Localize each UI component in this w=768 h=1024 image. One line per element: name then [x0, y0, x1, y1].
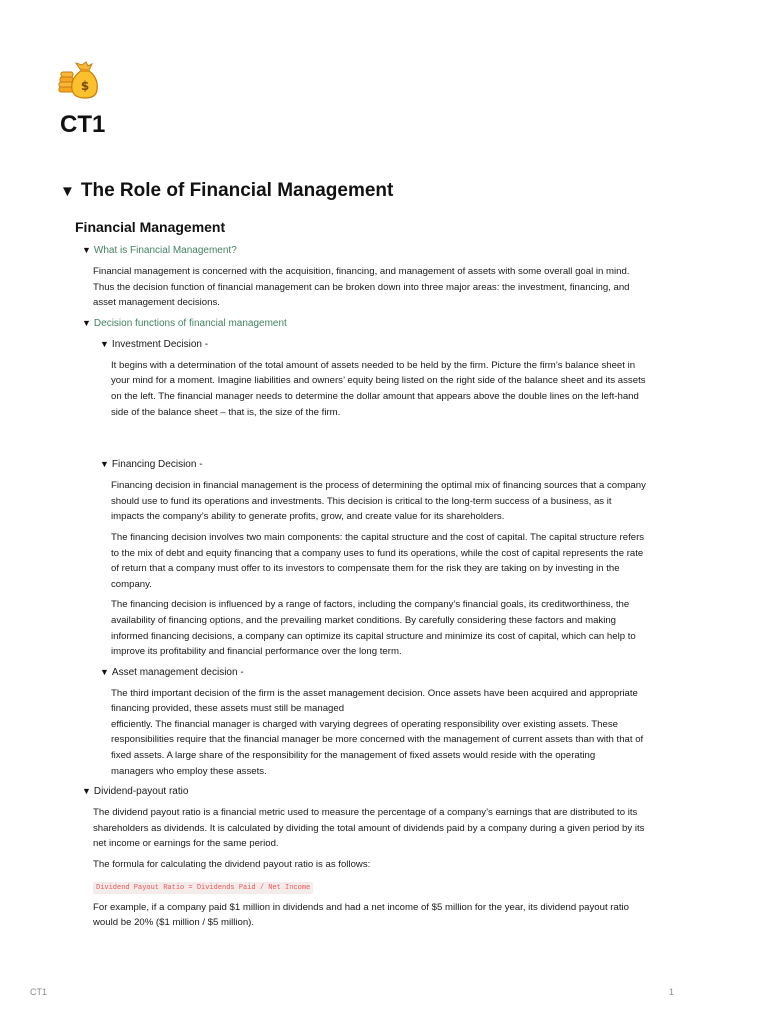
section-toggle-role-of-financial-management[interactable] — [60, 176, 660, 207]
paragraph: The dividend payout ratio is a financial metric used to measure the percentage of a company’s earnings that are distributed to its shareholders as dividends. It is calculated by dividing the total amount of dividends paid by a company during a given period by its net income or earnings for the same period. — [93, 807, 645, 850]
paragraph: efficiently. The financial manager is charged with varying degrees of operating responsibility over existing assets. These responsibilities require that the financial manager be more concerned with the management of current assets than with that of fixed assets. A large share of the responsibility for the management of fixed assets would reside with the operating — [111, 718, 644, 762]
toggle-what-is-financial-management[interactable] — [82, 243, 660, 258]
toggle-label: Investment Decision - — [111, 338, 209, 350]
toggle-label: Asset management decision - — [111, 666, 244, 678]
paragraph: For example, if a company paid $1 million in dividends and had a net income of $5 million for the year, its dividend payout ratio would be 20% ($1 million / $5 million). — [93, 901, 629, 929]
toggle-financing-decision[interactable] — [100, 457, 660, 472]
money-bag-icon — [58, 60, 100, 100]
paragraph: The financing decision involves two main components: the capital structure and the cost of capital. The capital structure refers to the mix of debt and equity financing that a company uses to fund its operations, while the cost of capital represents the rate of return that a company must offer to its investors to compensate them for the risk they are taking on by investing in the company. — [111, 531, 645, 590]
paragraph: managers who employ these assets. — [111, 765, 267, 777]
section-title: The Role of Financial Management — [80, 180, 394, 201]
toggle-dividend-payout-ratio[interactable] — [82, 784, 660, 799]
caret-down-icon[interactable]: ▼ — [82, 786, 91, 797]
toggle-decision-functions[interactable] — [82, 316, 660, 331]
page-content — [60, 176, 660, 936]
caret-down-icon[interactable]: ▼ — [60, 183, 75, 200]
paragraph: Financial management is concerned with the acquisition, financing, and management of assets with some overall goal in mind. Thus the decision function of financial management can be broken down into three major areas: the investment, financing, and asset management decisions. — [93, 266, 630, 309]
footer-title: CT1 — [30, 987, 48, 997]
svg-text:$: $ — [80, 79, 90, 93]
page-number: 1 — [668, 987, 674, 997]
paragraph: The financing decision is influenced by a range of factors, including the company’s financial goals, its creditworthiness, the availability of financing options, and the prevailing market conditions. By carefully considering these factors and making informed financing decisions, a company can optimize its capital structure and minimize its cost of capital, which can help to improve its profitability and financial performance over the long term. — [111, 599, 636, 658]
page-title: CT1 — [60, 111, 106, 138]
toggle-investment-decision[interactable] — [100, 337, 660, 352]
caret-down-icon[interactable]: ▼ — [100, 459, 109, 470]
toggle-label: Financing Decision - — [111, 459, 203, 471]
toggle-asset-management-decision[interactable] — [100, 665, 660, 680]
toggle-label: Dividend-payout ratio — [93, 786, 189, 798]
caret-down-icon[interactable]: ▼ — [82, 317, 91, 328]
caret-down-icon[interactable]: ▼ — [100, 338, 109, 349]
paragraph: The formula for calculating the dividend payout ratio is as follows: — [93, 859, 371, 871]
paragraph: on the left. The financial manager needs to determine the dollar amount that appears above the double lines on the left-hand side of the balance sheet – that is, the size of the firm. — [111, 390, 639, 418]
toggle-label: Decision functions of financial management — [93, 317, 287, 329]
paragraph: It begins with a determination of the total amount of assets needed to be held by the firm. Picture the firm’s balance sheet in your mind for a moment. Imagine liabilities and owners’ equity being listed on the right side of the balance sheet and its assets — [111, 359, 646, 387]
formula-code: Dividend Payout Ratio = Dividends Paid / Net Income — [93, 882, 313, 894]
paragraph: The third important decision of the firm is the asset management decision. Once assets have been acquired and appropriate financing provided, these assets must still be managed — [111, 687, 638, 715]
toggle-label: What is Financial Management? — [93, 245, 237, 256]
paragraph: Financing decision in financial management is the process of determining the optimal mix of financing sources that a company should use to fund its operations and investments. This decision is critical to the long-term success of a business, as it impacts the company’s ability to generate profits, grow, and create value for its shareholders. — [111, 480, 646, 523]
caret-down-icon[interactable]: ▼ — [100, 666, 109, 677]
caret-down-icon[interactable]: ▼ — [82, 245, 91, 255]
subheading: Financial Management — [75, 219, 226, 235]
